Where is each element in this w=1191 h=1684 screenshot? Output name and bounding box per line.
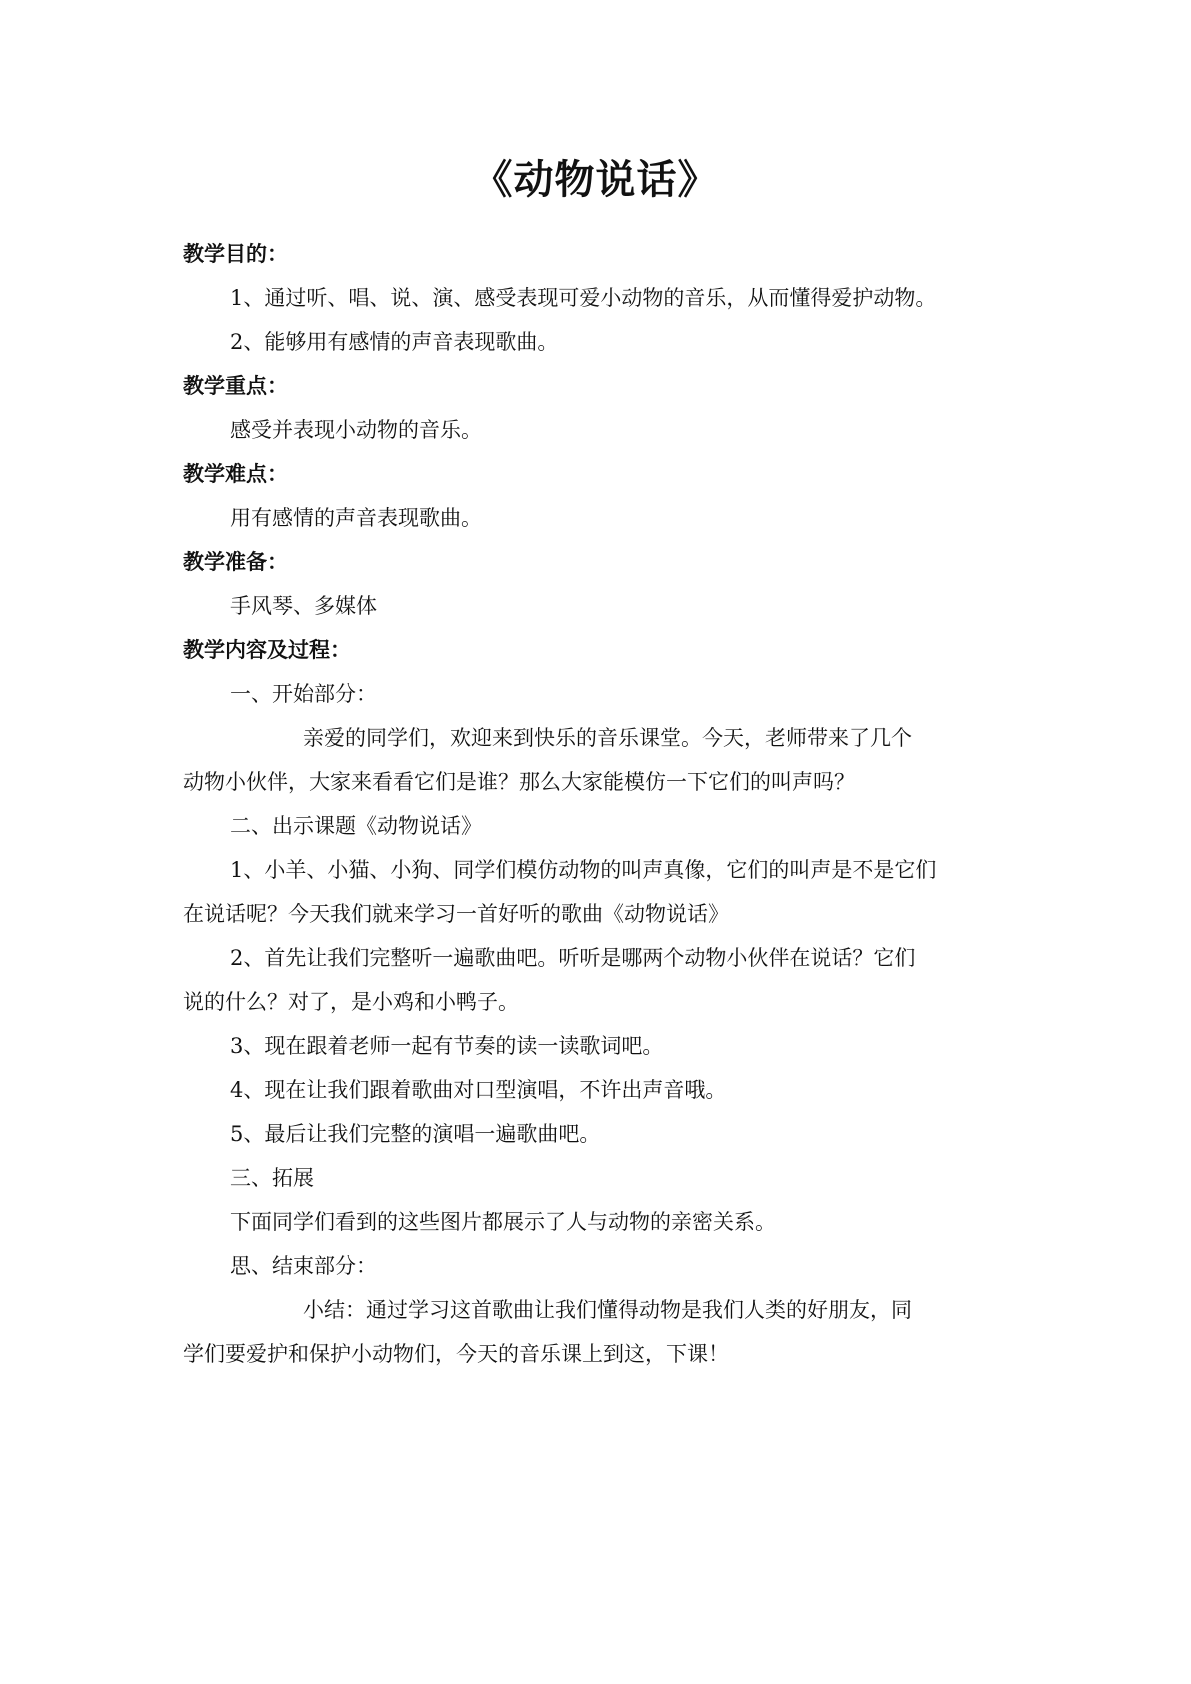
process-heading: 教学内容及过程： bbox=[183, 638, 351, 662]
part1-title: 一、开始部分： bbox=[230, 682, 377, 706]
preparation-heading: 教学准备： bbox=[183, 550, 288, 574]
goals-heading: 教学目的： bbox=[183, 242, 288, 266]
difficulty-heading: 教学难点： bbox=[183, 462, 288, 486]
step-3: 3、现在跟着老师一起有节奏的读一读歌词吧。 bbox=[230, 1034, 664, 1058]
summary-line: 小结：通过学习这首歌曲让我们懂得动物是我们人类的好朋友，同 bbox=[303, 1298, 912, 1322]
part2-title: 二、出示课题《动物说话》 bbox=[230, 814, 482, 838]
part1-paragraph-line: 亲爱的同学们，欢迎来到快乐的音乐课堂。今天，老师带来了几个 bbox=[303, 726, 912, 750]
step-5: 5、最后让我们完整的演唱一遍歌曲吧。 bbox=[230, 1122, 601, 1146]
part4-title: 思、结束部分： bbox=[230, 1254, 377, 1278]
part3-title: 三、拓展 bbox=[230, 1166, 314, 1190]
part3-text: 下面同学们看到的这些图片都展示了人与动物的亲密关系。 bbox=[230, 1210, 776, 1234]
goal-item: 2、能够用有感情的声音表现歌曲。 bbox=[230, 330, 559, 354]
difficulty-text: 用有感情的声音表现歌曲。 bbox=[230, 506, 482, 530]
step-1-line: 在说话呢？今天我们就来学习一首好听的歌曲《动物说话》 bbox=[183, 902, 729, 926]
part1-paragraph-line: 动物小伙伴，大家来看看它们是谁？那么大家能模仿一下它们的叫声吗？ bbox=[183, 770, 855, 794]
goal-item: 1、通过听、唱、说、演、感受表现可爱小动物的音乐，从而懂得爱护动物。 bbox=[230, 286, 937, 310]
step-1-line: 1、小羊、小猫、小狗、同学们模仿动物的叫声真像，它们的叫声是不是它们 bbox=[230, 858, 937, 882]
document-body bbox=[183, 232, 1013, 1376]
focus-heading: 教学重点： bbox=[183, 374, 288, 398]
step-2-line: 说的什么？对了，是小鸡和小鸭子。 bbox=[183, 990, 519, 1014]
document-title: 《动物说话》 bbox=[472, 157, 719, 203]
focus-text: 感受并表现小动物的音乐。 bbox=[230, 418, 482, 442]
step-2-line: 2、首先让我们完整听一遍歌曲吧。听听是哪两个动物小伙伴在说话？它们 bbox=[230, 946, 916, 970]
step-4: 4、现在让我们跟着歌曲对口型演唱，不许出声音哦。 bbox=[230, 1078, 727, 1102]
summary-line: 学们要爱护和保护小动物们，今天的音乐课上到这，下课！ bbox=[183, 1342, 729, 1366]
preparation-text: 手风琴、多媒体 bbox=[230, 594, 377, 618]
